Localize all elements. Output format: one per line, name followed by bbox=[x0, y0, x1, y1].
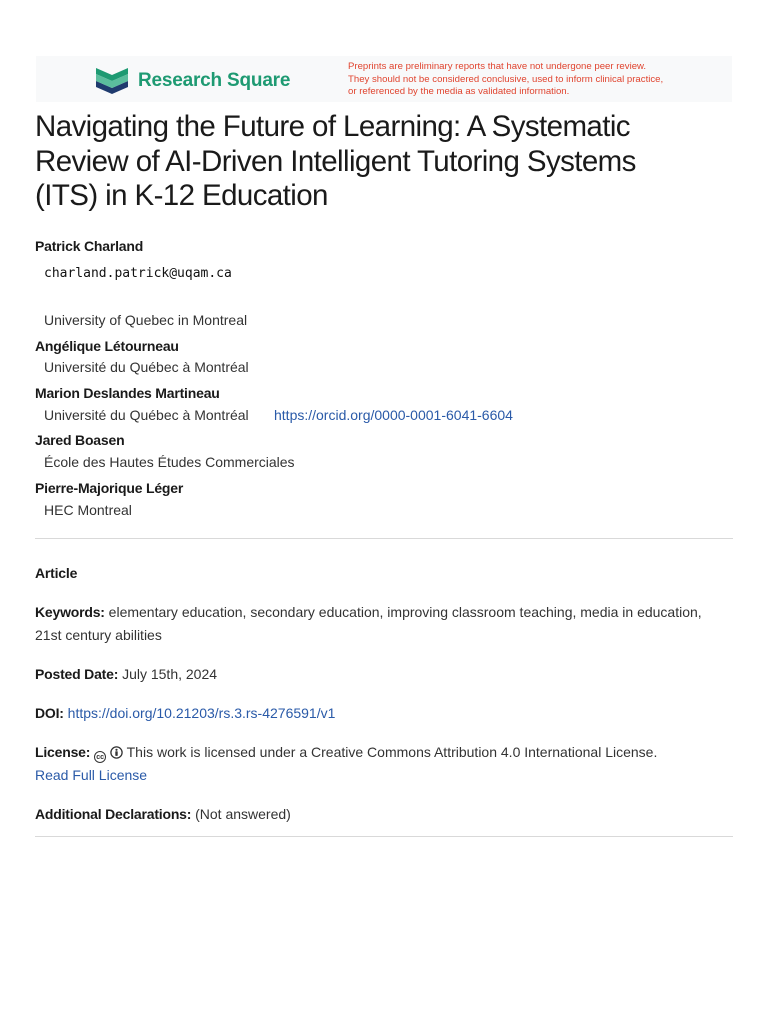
author-affiliation: HEC Montreal bbox=[44, 502, 132, 518]
posted-date-field bbox=[35, 663, 725, 686]
read-full-license-link[interactable]: Read Full License bbox=[35, 767, 148, 783]
license-text: This work is licensed under a Creative Commons Attribution 4.0 International License. bbox=[126, 744, 658, 760]
preprint-disclaimer bbox=[348, 61, 718, 99]
brand-name: Research Square bbox=[138, 70, 291, 91]
author-name: Angélique Létourneau bbox=[35, 338, 179, 354]
disclaimer-line: They should not be considered conclusive, used to inform clinical practice, bbox=[348, 73, 664, 85]
article-type-label: Article bbox=[35, 565, 78, 581]
doi-link[interactable]: https://doi.org/10.21203/rs.3.rs-4276591/v1 bbox=[67, 705, 336, 721]
posted-date-label: Posted Date: bbox=[35, 666, 119, 682]
keywords-field bbox=[35, 601, 725, 647]
doi-label: DOI: bbox=[35, 705, 64, 721]
author-affiliation: Université du Québec à Montréal bbox=[44, 407, 249, 423]
author-name: Marion Deslandes Martineau bbox=[35, 385, 220, 401]
keywords-value: elementary education, secondary education, improving classroom teaching, media in education, 21st century abilities bbox=[35, 604, 702, 643]
declarations-value: (Not answered) bbox=[195, 806, 291, 822]
title-line: Navigating the Future of Learning: A Systematic bbox=[35, 110, 630, 143]
disclaimer-line: Preprints are preliminary reports that have not undergone peer review. bbox=[348, 61, 647, 72]
license-label: License: bbox=[35, 744, 91, 760]
declarations-label: Additional Declarations: bbox=[35, 806, 192, 822]
creative-commons-icon: cc bbox=[94, 751, 106, 763]
author-affiliation: Université du Québec à Montréal bbox=[44, 359, 249, 375]
keywords-label: Keywords: bbox=[35, 604, 105, 620]
doi-field bbox=[35, 702, 725, 725]
disclaimer-line: or referenced by the media as validated information. bbox=[348, 86, 570, 98]
divider bbox=[35, 836, 733, 837]
divider bbox=[35, 538, 733, 539]
research-square-chevron-icon bbox=[94, 66, 130, 96]
author-email[interactable]: charland.patrick@uqam.ca bbox=[44, 266, 232, 281]
title-line: (ITS) in K-12 Education bbox=[35, 179, 328, 212]
author-affiliation: École des Hautes Études Commerciales bbox=[44, 454, 295, 470]
posted-date-value: July 15th, 2024 bbox=[122, 666, 218, 682]
author-name: Pierre-Majorique Léger bbox=[35, 480, 184, 496]
paper-title bbox=[35, 110, 735, 214]
research-square-logo[interactable] bbox=[94, 66, 290, 96]
declarations-field bbox=[35, 803, 725, 826]
author-affiliation: University of Quebec in Montreal bbox=[44, 312, 248, 328]
orcid-link[interactable]: https://orcid.org/0000-0001-6041-6604 bbox=[274, 407, 513, 423]
license-field bbox=[35, 741, 725, 787]
title-line: Review of AI-Driven Intelligent Tutoring Systems bbox=[35, 144, 636, 178]
article-type bbox=[35, 562, 725, 585]
attribution-icon bbox=[110, 746, 123, 759]
author-name: Patrick Charland bbox=[35, 238, 144, 254]
author-name: Jared Boasen bbox=[35, 432, 125, 448]
